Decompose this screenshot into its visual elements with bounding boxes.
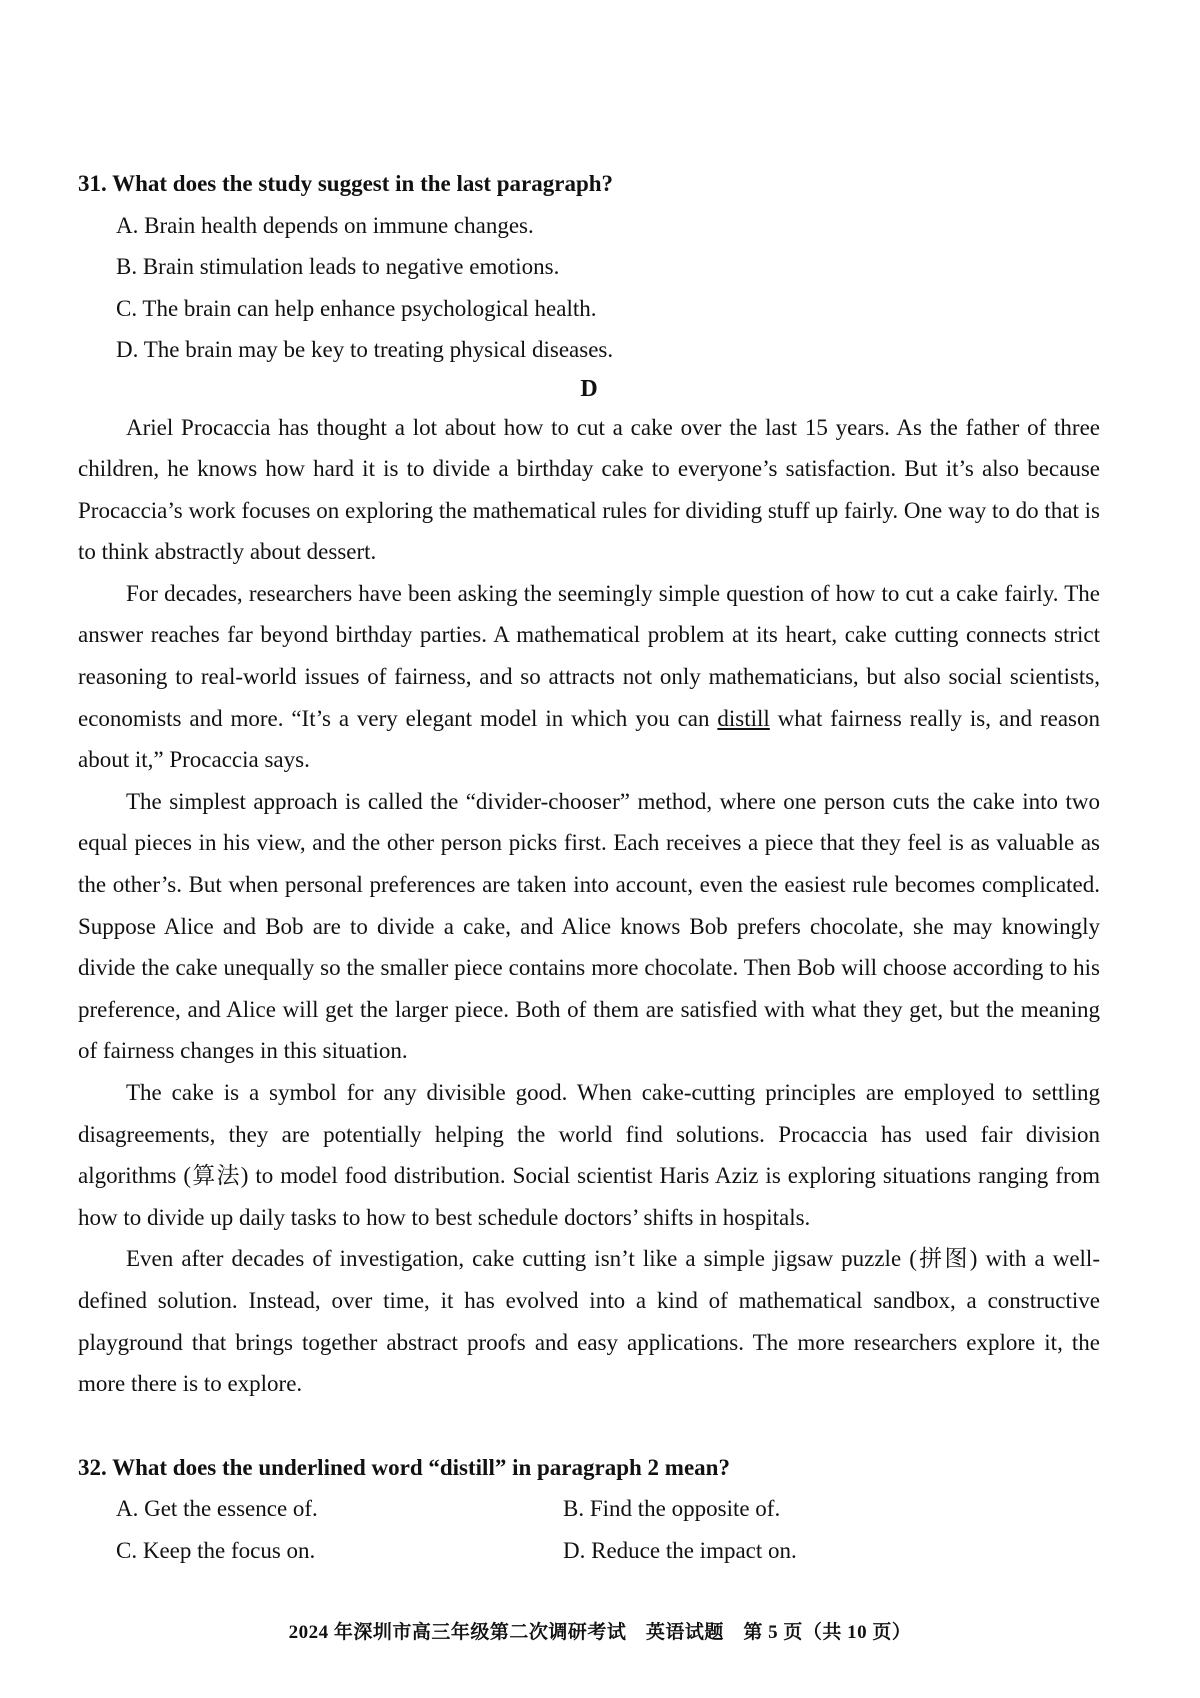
question-31-option-d: D. The brain may be key to treating physical diseases.	[116, 337, 614, 362]
question-32-option-d: D. Reduce the impact on.	[563, 1537, 797, 1563]
question-32-stem: 32. What does the underlined word “distill” in paragraph 2 mean?	[78, 1454, 730, 1480]
underlined-word-distill: distill	[717, 705, 770, 731]
question-32-option-c: C. Keep the focus on.	[116, 1537, 316, 1563]
page-content	[78, 163, 1100, 1571]
paragraph-2-text-before: For decades, researchers have been asking the seemingly simple question of how to cut a cake fairly. The answer reaches far beyond birthday parties. A mathematical problem at its heart, cake cutting connects strict reasoning to real-world issues of fairness, and so attracts not only mathematicians, but also social scientists, economists and more. “It’s a very elegant model in which you can	[78, 580, 1100, 731]
passage-paragraph-2	[78, 573, 1100, 781]
passage-paragraph-5: Even after decades of investigation, cake cutting isn’t like a simple jigsaw puzzle (拼图) with a well-defined solution. Instead, over time, it has evolved into a kind of mathematical sandbox, a constructive playground that brings together abstract proofs and easy applications. The more researchers explore it, the more there is to explore.	[78, 1246, 1100, 1397]
passage-paragraph-4: The cake is a symbol for any divisible good. When cake-cutting principles are employed to settling disagreements, they are potentially helping the world find solutions. Procaccia has used fair division algorithms (算法) to model food distribution. Social scientist Haris Aziz is exploring situations ranging from how to divide up daily tasks to how to best schedule doctors’ shifts in hospitals.	[78, 1080, 1100, 1230]
question-32-option-b: B. Find the opposite of.	[563, 1496, 781, 1522]
question-32-options	[78, 1488, 1100, 1571]
paragraph-2-text-after: what fairness really is, and reason about it,” Procaccia says.	[78, 705, 1100, 773]
question-31-option-b: B. Brain stimulation leads to negative emotions.	[116, 254, 560, 279]
question-31-stem: 31. What does the study suggest in the last paragraph?	[78, 171, 614, 196]
question-31	[78, 163, 1100, 371]
passage-paragraph-3: The simplest approach is called the “divider-chooser” method, where one person cuts the cake into two equal pieces in his view, and the other person picks first. Each receives a piece that they feel is as valuable as the other’s. But when personal preferences are taken into account, even the easiest rule becomes complicated. Suppose Alice and Bob are to divide a cake, and Alice knows Bob prefers chocolate, she may knowingly divide the cake unequally so the smaller piece contains more chocolate. Then Bob will choose according to his preference, and Alice will get the larger piece. Both of them are satisfied with what they get, but the meaning of fairness changes in this situation.	[78, 788, 1100, 1064]
question-32	[78, 1447, 1100, 1572]
question-31-option-c: C. The brain can help enhance psychological health.	[116, 295, 597, 321]
question-31-option-a: A. Brain health depends on immune changes.	[116, 212, 534, 238]
passage-d	[78, 407, 1100, 1405]
question-32-option-a: A. Get the essence of.	[116, 1496, 318, 1522]
section-letter: D	[580, 375, 598, 402]
passage-paragraph-1: Ariel Procaccia has thought a lot about how to cut a cake over the last 15 years. As the father of three children, he knows how hard it is to divide a birthday cake to everyone’s satisfaction. But it’s also because Procaccia’s work focuses on exploring the mathematical rules for dividing stuff up fairly. One way to do that is to think abstractly about dessert.	[78, 414, 1100, 565]
page-footer: 2024 年深圳市高三年级第二次调研考试 英语试题 第 5 页（共 10 页）	[288, 1622, 912, 1643]
question-31-options	[78, 205, 1100, 371]
